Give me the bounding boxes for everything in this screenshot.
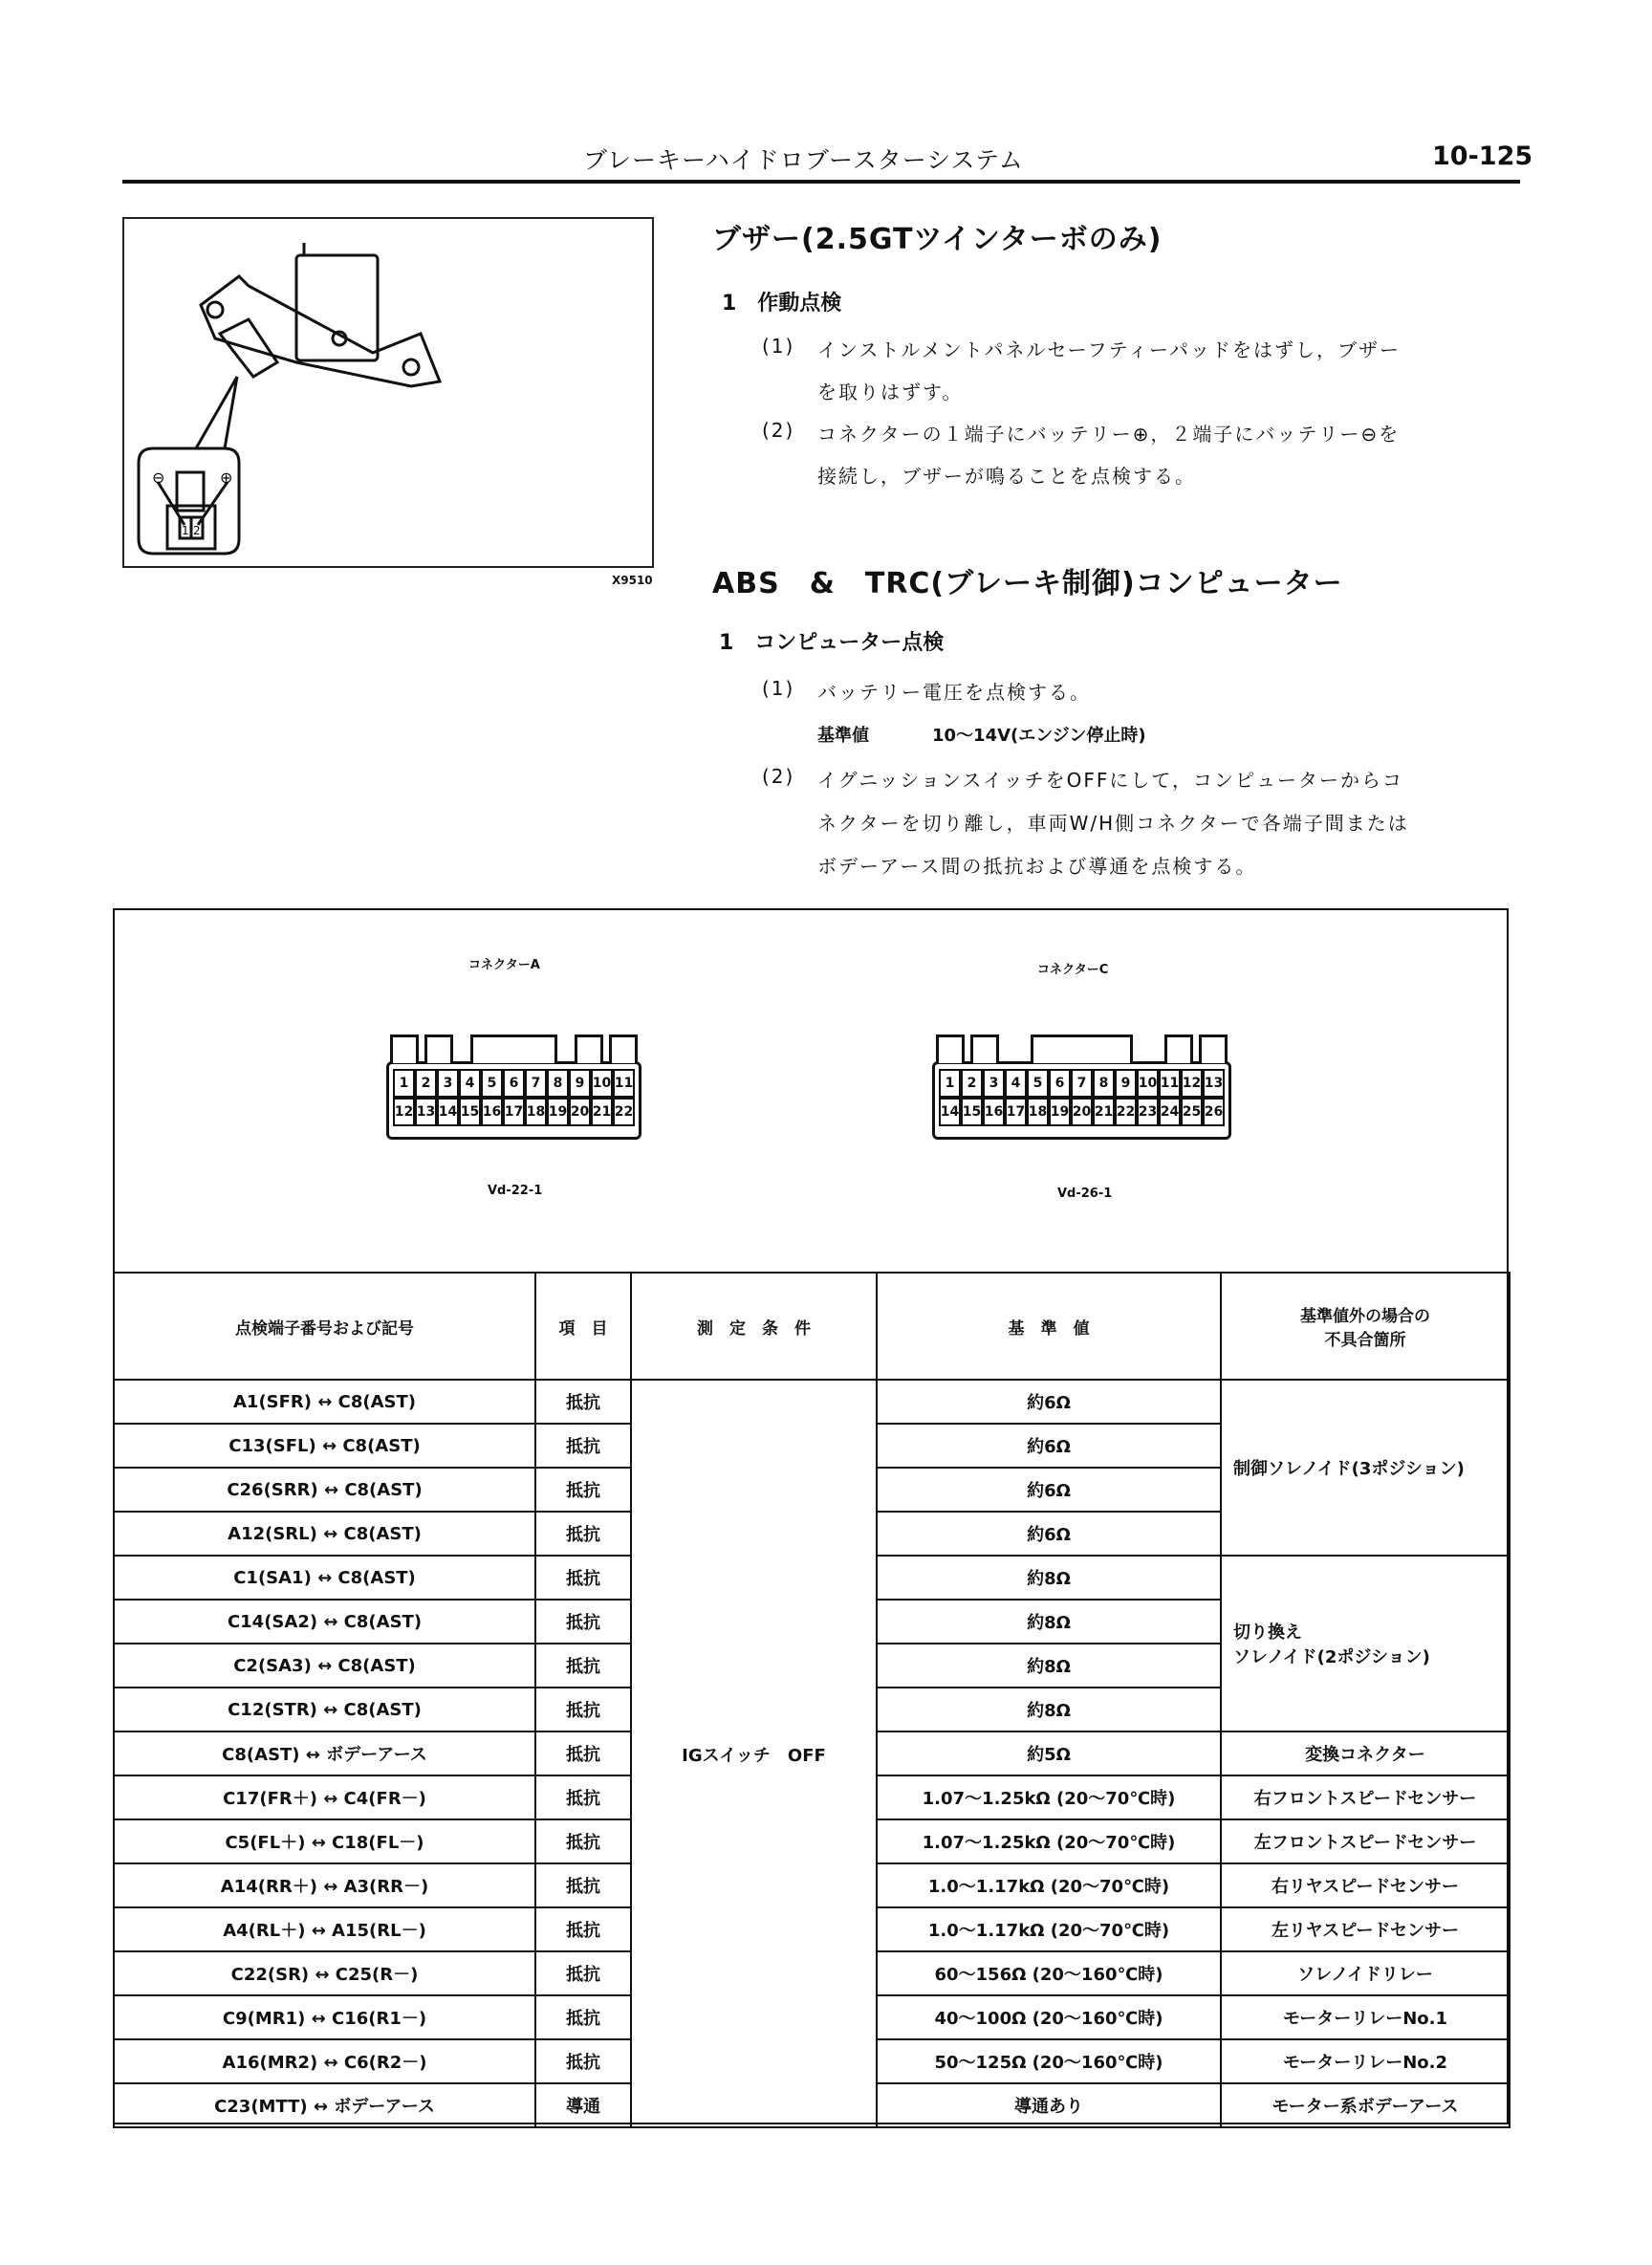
standard-value-cell: 約8Ω: [877, 1600, 1221, 1644]
connector-pin: 5: [1027, 1069, 1049, 1098]
connector-pin: 19: [1049, 1098, 1071, 1126]
abs-item-2-text-cont2: ボデーアース間の抵抗および導通を点検する。: [817, 855, 1257, 878]
connector-pin: 3: [437, 1069, 459, 1098]
standard-value-cell: 約6Ω: [877, 1424, 1221, 1468]
item-cell: 抵抗: [535, 1512, 631, 1556]
connector-pin: 21: [1093, 1098, 1115, 1126]
connector-pin: 7: [525, 1069, 547, 1098]
connector-pin: 23: [1137, 1098, 1159, 1126]
standard-value-cell: 約6Ω: [877, 1512, 1221, 1556]
connector-latch: [575, 1034, 603, 1063]
condition-cell: [631, 1380, 877, 2127]
terminals-cell: A1(SFR) ↔ C8(AST): [114, 1380, 535, 1424]
connector-pin: 13: [1203, 1069, 1225, 1098]
buzzer-figure: [122, 217, 654, 568]
terminals-cell: C22(SR) ↔ C25(R－): [114, 1951, 535, 1995]
connector-a-label: コネクターA: [468, 958, 540, 972]
item-cell: 抵抗: [535, 1380, 631, 1424]
connector-pin: 6: [503, 1069, 525, 1098]
connector-pin: 12: [393, 1098, 415, 1126]
connector-pin: 26: [1203, 1098, 1225, 1126]
item-cell: 抵抗: [535, 1863, 631, 1907]
terminals-cell: C9(MR1) ↔ C16(R1－): [114, 1995, 535, 2039]
buzzer-item-2-text: コネクターの１端子にバッテリー⊕，２端子にバッテリー⊖を: [817, 423, 1401, 446]
connector-pin: 9: [1115, 1069, 1137, 1098]
connector-pin: 8: [547, 1069, 569, 1098]
standard-value-cell: 1.0～1.17kΩ (20～70℃時): [877, 1907, 1221, 1951]
fault-location-cell: モーターリレーNo.1: [1221, 1995, 1510, 2039]
connector-pin: 5: [481, 1069, 503, 1098]
connector-pin: 4: [459, 1069, 481, 1098]
terminals-cell: C1(SA1) ↔ C8(AST): [114, 1556, 535, 1600]
connector-latch: [1199, 1034, 1228, 1063]
connector-pin: 17: [1005, 1098, 1027, 1126]
item-cell: 抵抗: [535, 1688, 631, 1731]
connector-pin-row: [393, 1069, 635, 1098]
header-standard-value: 基 準 値: [877, 1273, 1221, 1380]
plus-terminal-icon: ⊕: [220, 468, 233, 487]
abs-item-1-text: バッテリー電圧を点検する。: [817, 681, 1091, 704]
connector-c-label: コネクターC: [1037, 963, 1109, 977]
fault-location-cell: モーター系ボデーアース: [1221, 2083, 1510, 2127]
fault-location-group-cell: 制御ソレノイド(3ポジション): [1221, 1380, 1510, 1556]
connector-latch: [970, 1034, 999, 1063]
abs-heading: ABS & TRC(ブレーキ制御)コンピューター: [712, 567, 1343, 600]
connector-pin: 13: [415, 1098, 437, 1126]
abs-step-title: 1 コンピューター点検: [719, 631, 945, 655]
terminals-cell: C17(FR＋) ↔ C4(FR－): [114, 1775, 535, 1819]
header-item: 項 目: [535, 1273, 631, 1380]
standard-value-cell: 約8Ω: [877, 1556, 1221, 1600]
item-cell: 抵抗: [535, 1600, 631, 1644]
buzzer-item-1-text-cont: を取りはずす。: [817, 381, 964, 403]
connector-latch: [470, 1034, 557, 1063]
condition-text: IGスイッチ OFF: [682, 1745, 826, 1766]
connector-latch: [936, 1034, 965, 1063]
terminal-2-label: 2: [193, 524, 201, 537]
abs-item-1-num: (1): [762, 677, 795, 700]
fault-location-cell: 変換コネクター: [1221, 1731, 1510, 1775]
item-cell: 抵抗: [535, 2039, 631, 2083]
terminals-cell: A12(SRL) ↔ C8(AST): [114, 1512, 535, 1556]
connector-pin: 22: [613, 1098, 635, 1126]
connector-a-code: Vd-22-1: [488, 1184, 543, 1198]
standard-value-cell: 40～100Ω (20～160℃時): [877, 1995, 1221, 2039]
terminals-cell: C5(FL＋) ↔ C18(FL－): [114, 1819, 535, 1863]
connector-pin: 10: [591, 1069, 613, 1098]
item-cell: 抵抗: [535, 1731, 631, 1775]
connector-pin: 25: [1181, 1098, 1203, 1126]
fault-location-group-cell: 切り換え ソレノイド(2ポジション): [1221, 1556, 1510, 1731]
fault-location-cell: 右フロントスピードセンサー: [1221, 1775, 1510, 1819]
buzzer-heading: ブザー(2.5GTツインターボのみ): [712, 223, 1163, 256]
connector-pin: 18: [1027, 1098, 1049, 1126]
item-cell: 抵抗: [535, 1819, 631, 1863]
connector-pin: 15: [459, 1098, 481, 1126]
connector-pin: 14: [939, 1098, 961, 1126]
connector-pin: 18: [525, 1098, 547, 1126]
connector-c-code: Vd-26-1: [1057, 1187, 1113, 1201]
connector-pin: 2: [415, 1069, 437, 1098]
table-header-row: [114, 1273, 1510, 1380]
connector-latch: [609, 1034, 638, 1063]
header-condition: 測 定 条 件: [631, 1273, 877, 1380]
item-cell: 導通: [535, 2083, 631, 2127]
connector-latch: [1164, 1034, 1193, 1063]
connector-pin: 20: [1071, 1098, 1093, 1126]
item-cell: 抵抗: [535, 1775, 631, 1819]
connector-pin: 4: [1005, 1069, 1027, 1098]
connector-pin: 14: [437, 1098, 459, 1126]
inspection-table: [113, 1272, 1511, 2128]
item-cell: 抵抗: [535, 1556, 631, 1600]
item-cell: 抵抗: [535, 1468, 631, 1512]
table-row: [114, 1380, 1510, 1424]
header-fault-location: 基準値外の場合の 不具合箇所: [1221, 1273, 1510, 1380]
page-number: 10-125: [1432, 142, 1533, 171]
connector-pin: 2: [961, 1069, 983, 1098]
connector-latch: [424, 1034, 453, 1063]
connector-pin: 20: [569, 1098, 591, 1126]
standard-value-cell: 約5Ω: [877, 1731, 1221, 1775]
terminals-cell: C23(MTT) ↔ ボデーアース: [114, 2083, 535, 2127]
terminals-cell: C12(STR) ↔ C8(AST): [114, 1688, 535, 1731]
connector-latch: [1031, 1034, 1132, 1063]
connector-pin: 15: [961, 1098, 983, 1126]
figure-label: X9510: [612, 574, 653, 587]
connector-pin-row: [393, 1098, 635, 1126]
terminal-1-label: 1: [182, 524, 189, 537]
buzzer-item-2-text-cont: 接続し，ブザーが鳴ることを点検する。: [817, 465, 1196, 488]
terminals-cell: C2(SA3) ↔ C8(AST): [114, 1644, 535, 1688]
terminals-cell: C14(SA2) ↔ C8(AST): [114, 1600, 535, 1644]
connector-pin: 21: [591, 1098, 613, 1126]
connector-pin: 10: [1137, 1069, 1159, 1098]
connector-pin: 11: [1159, 1069, 1181, 1098]
standard-value-cell: 導通あり: [877, 2083, 1221, 2127]
connector-pin: 16: [983, 1098, 1005, 1126]
connector-pin: 1: [393, 1069, 415, 1098]
abs-item-2-text-cont1: ネクターを切り離し，車両W/H側コネクターで各端子間または: [817, 812, 1409, 835]
standard-value-cell: 1.07～1.25kΩ (20～70℃時): [877, 1819, 1221, 1863]
connector-pin: 7: [1071, 1069, 1093, 1098]
standard-value-cell: 60～156Ω (20～160℃時): [877, 1951, 1221, 1995]
connector-pin: 12: [1181, 1069, 1203, 1098]
fault-location-cell: 右リヤスピードセンサー: [1221, 1863, 1510, 1907]
connector-pin: 24: [1159, 1098, 1181, 1126]
connector-pin: 8: [1093, 1069, 1115, 1098]
fault-location-cell: モーターリレーNo.2: [1221, 2039, 1510, 2083]
connector-pin: 11: [613, 1069, 635, 1098]
standard-value-cell: 約8Ω: [877, 1644, 1221, 1688]
header-rule: [122, 180, 1520, 184]
buzzer-item-1-num: (1): [762, 335, 795, 358]
connector-pin: 17: [503, 1098, 525, 1126]
connector-pin: 19: [547, 1098, 569, 1126]
standard-value-cell: 1.0～1.17kΩ (20～70℃時): [877, 1863, 1221, 1907]
std-label: 基準値: [817, 726, 869, 746]
connector-pin: 16: [481, 1098, 503, 1126]
standard-value-cell: 1.07～1.25kΩ (20～70℃時): [877, 1775, 1221, 1819]
terminals-cell: A14(RR＋) ↔ A3(RR－): [114, 1863, 535, 1907]
buzzer-item-2-num: (2): [762, 419, 795, 442]
terminals-cell: C8(AST) ↔ ボデーアース: [114, 1731, 535, 1775]
header-terminals: 点検端子番号および記号: [114, 1273, 535, 1380]
minus-terminal-icon: ⊖: [152, 468, 165, 487]
connector-pin-row: [939, 1069, 1225, 1098]
std-value: 10～14V(エンジン停止時): [932, 726, 1146, 746]
item-cell: 抵抗: [535, 1995, 631, 2039]
abs-item-2-text: イグニッションスイッチをOFFにして，コンピューターからコ: [817, 769, 1403, 792]
buzzer-item-1-text: インストルメントパネルセーフティーパッドをはずし，ブザー: [817, 338, 1401, 361]
connector-pin: 22: [1115, 1098, 1137, 1126]
terminals-cell: A4(RL＋) ↔ A15(RL－): [114, 1907, 535, 1951]
connector-pin: 3: [983, 1069, 1005, 1098]
standard-value-cell: 50～125Ω (20～160℃時): [877, 2039, 1221, 2083]
section-title: ブレーキーハイドロブースターシステム: [583, 146, 1024, 174]
buzzer-illustration: [124, 219, 652, 566]
item-cell: 抵抗: [535, 1951, 631, 1995]
terminals-cell: C26(SRR) ↔ C8(AST): [114, 1468, 535, 1512]
buzzer-step-title: 1 作動点検: [722, 292, 842, 316]
fault-location-cell: 左フロントスピードセンサー: [1221, 1819, 1510, 1863]
terminals-cell: C13(SFL) ↔ C8(AST): [114, 1424, 535, 1468]
fault-location-cell: ソレノイドリレー: [1221, 1951, 1510, 1995]
abs-item-2-num: (2): [762, 765, 795, 788]
terminals-cell: A16(MR2) ↔ C6(R2－): [114, 2039, 535, 2083]
item-cell: 抵抗: [535, 1424, 631, 1468]
connector-pin: 1: [939, 1069, 961, 1098]
fault-location-cell: 左リヤスピードセンサー: [1221, 1907, 1510, 1951]
connector-pin-row: [939, 1098, 1225, 1126]
standard-value-cell: 約6Ω: [877, 1380, 1221, 1424]
standard-value-cell: 約6Ω: [877, 1468, 1221, 1512]
connector-pin: 9: [569, 1069, 591, 1098]
connector-latch: [390, 1034, 419, 1063]
item-cell: 抵抗: [535, 1644, 631, 1688]
item-cell: 抵抗: [535, 1907, 631, 1951]
connector-pin: 6: [1049, 1069, 1071, 1098]
standard-value-cell: 約8Ω: [877, 1688, 1221, 1731]
